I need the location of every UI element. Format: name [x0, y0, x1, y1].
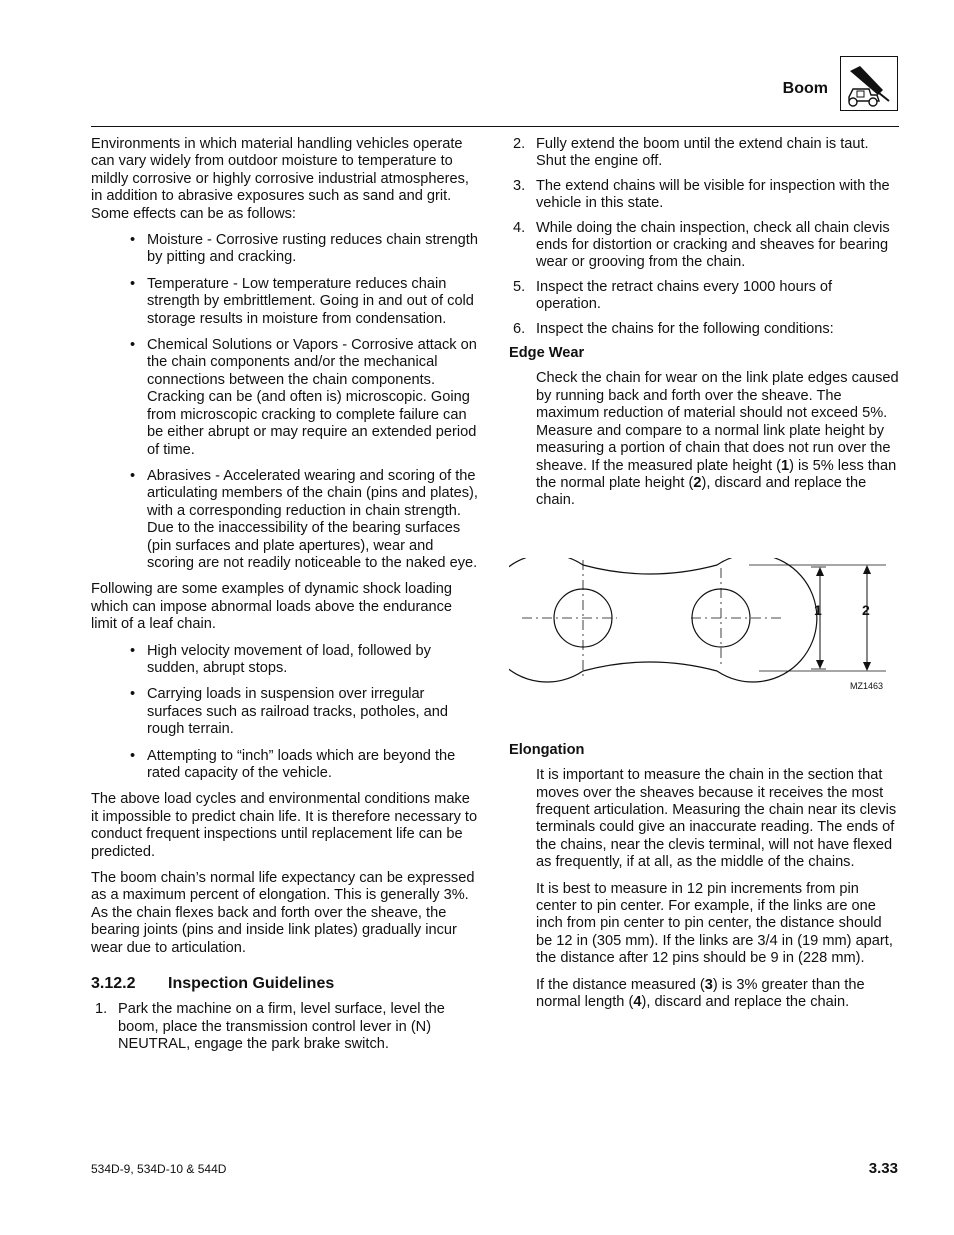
- step-number: 1.: [95, 1001, 108, 1018]
- step-item: [513, 278, 899, 314]
- step-item: [95, 1001, 479, 1053]
- elongation-heading: Elongation: [509, 741, 585, 758]
- list-item: • Chemical Solutions or Vapors - Corrosive attack on the chain components and/or the mechanical connections between the chain components. Cracking can be (and often is) microscopic. Going from microscopic cracking to complete failure can be either abrupt or may require an extended period of time.: [147, 337, 479, 459]
- section-number: 3.12.2: [91, 975, 136, 993]
- step-text: The extend chains will be visible for inspection with the vehicle in this state.: [536, 177, 890, 212]
- text-run: Check the chain for wear on the link plate edges caused by running back and forth over the sheave. The maximum reduction of material should not exceed 5%. Measure and compare to a normal link plate height by measuring a portion of chain that does not run over the sheave. If the measured plate height (: [536, 370, 899, 474]
- step-number: 5.: [513, 278, 526, 295]
- inspection-steps-list-continued: [509, 136, 899, 338]
- text-run: If the distance measured (: [536, 976, 705, 993]
- environment-effects-list: [91, 232, 479, 572]
- step-text: Inspect the retract chains every 1000 hours of operation.: [536, 278, 833, 313]
- header-divider: [91, 126, 899, 127]
- figure-code: MZ1463: [850, 680, 884, 691]
- chain-link-diagram: [509, 558, 899, 708]
- elongation-paragraph-3: [509, 977, 899, 1012]
- text-run: ), discard and replace the chain.: [536, 474, 867, 509]
- shock-loading-list: [91, 643, 479, 783]
- callout-label-2: 2: [862, 601, 870, 618]
- edge-wear-heading: Edge Wear: [509, 345, 585, 362]
- life-expectancy-paragraph: The boom chain’s normal life expectancy can be expressed as a maximum percent of elongation. This is generally 3%. As the chain flexes back and forth over the sheave, the bearing joints (pins and inside link plates) gradually incur wear due to articulation.: [91, 870, 475, 956]
- section-heading-title: Inspection Guidelines: [168, 975, 335, 993]
- step-text: Park the machine on a firm, level surface, level the boom, place the transmission control lever in (N) NEUTRAL, engage the park brake switch.: [118, 1001, 445, 1053]
- step-item: [513, 177, 899, 213]
- right-column: [509, 136, 899, 1020]
- step-number: 6.: [513, 320, 526, 337]
- step-item: [513, 320, 899, 338]
- list-item: • Carrying loads in suspension over irregular surfaces such as railroad tracks, potholes, and rough terrain.: [147, 686, 479, 738]
- step-text: Inspect the chains for the following conditions:: [536, 320, 834, 337]
- list-item: • Attempting to “inch” loads which are beyond the rated capacity of the vehicle.: [147, 748, 479, 783]
- step-number: 4.: [513, 219, 526, 236]
- edge-wear-paragraph: [509, 370, 899, 509]
- callout-ref: 2: [693, 474, 702, 491]
- step-item: [513, 219, 899, 272]
- shock-loading-paragraph: Following are some examples of dynamic shock loading which can impose abnormal loads above the endurance limit of a leaf chain.: [91, 581, 453, 633]
- callout-ref: 1: [781, 457, 790, 474]
- list-item: • High velocity movement of load, followed by sudden, abrupt stops.: [147, 643, 479, 678]
- callout-ref: 4: [633, 994, 642, 1010]
- list-item: • Moisture - Corrosive rusting reduces chain strength by pitting and cracking.: [147, 232, 479, 267]
- callout-ref: 3: [704, 976, 713, 993]
- step-item: [513, 136, 899, 171]
- chain-link-drawing: [509, 558, 899, 708]
- text-run: ), discard and replace the chain.: [641, 994, 850, 1010]
- boom-telehandler-icon: [840, 56, 898, 111]
- step-text: Fully extend the boom until the extend chain is taut. Shut the engine off.: [536, 136, 869, 170]
- list-item: • Temperature - Low temperature reduces chain strength by embrittlement. Going in and out of cold storage results in moisture from condensation.: [147, 276, 479, 328]
- section-title: Boom: [782, 80, 828, 97]
- list-item: • Abrasives - Accelerated wearing and scoring of the articulating members of the chain (pins and plates), with a corresponding reduction in chain strength. Due to the inaccessibility of the bearing surfaces (pin surfaces and plate apertures), wear and scoring are not readily noticeable to the naked eye.: [147, 468, 479, 572]
- page-number: 3.33: [868, 1160, 898, 1177]
- section-heading: [91, 975, 479, 992]
- step-number: 3.: [513, 177, 526, 194]
- footer-model-numbers: 534D-9, 534D-10 & 544D: [91, 1162, 227, 1176]
- elongation-paragraph-2: It is best to measure in 12 pin increments from pin center to pin center. For example, if the links are one inch from pin center to pin center, the distance should be 12 in (305 mm). If the links are 3/4 in (19 mm) apart, the distance after 12 pins should be 9 in (228 mm).: [536, 880, 893, 967]
- text-run: ) is 5% less than the normal plate height (: [536, 457, 897, 491]
- intro-paragraph: Environments in which material handling vehicles operate can vary widely from outdoor moisture to temperature to mildly corrosive or highly corrosive industrial atmospheres, in addition to abrasive exposures such as sand and grit. Some effects can be as follows:: [91, 136, 469, 222]
- text-run: ) is 3% greater than the normal length (: [536, 976, 865, 1010]
- step-number: 2.: [513, 136, 526, 152]
- inspection-steps-list-start: [91, 1001, 479, 1053]
- callout-label-1: 1: [814, 601, 822, 618]
- load-cycles-paragraph: The above load cycles and environmental conditions make it impossible to predict chain life. It is therefore necessary to conduct frequent inspections until replacement life can be predicted.: [91, 791, 478, 860]
- left-column: [91, 136, 479, 1061]
- step-text: While doing the chain inspection, check all chain clevis ends for distortion or cracking and sheaves for bearing wear or grooving from the chain.: [536, 219, 890, 271]
- elongation-paragraph-1: It is important to measure the chain in the section that moves over the sheaves because it receives the most frequent articulation. Measuring the chain near its clevis terminals could give an inaccurate reading. The ends of the chains, near the clevis terminal, will not have flexed as frequently, if at all, as the middle of the chains.: [536, 767, 897, 871]
